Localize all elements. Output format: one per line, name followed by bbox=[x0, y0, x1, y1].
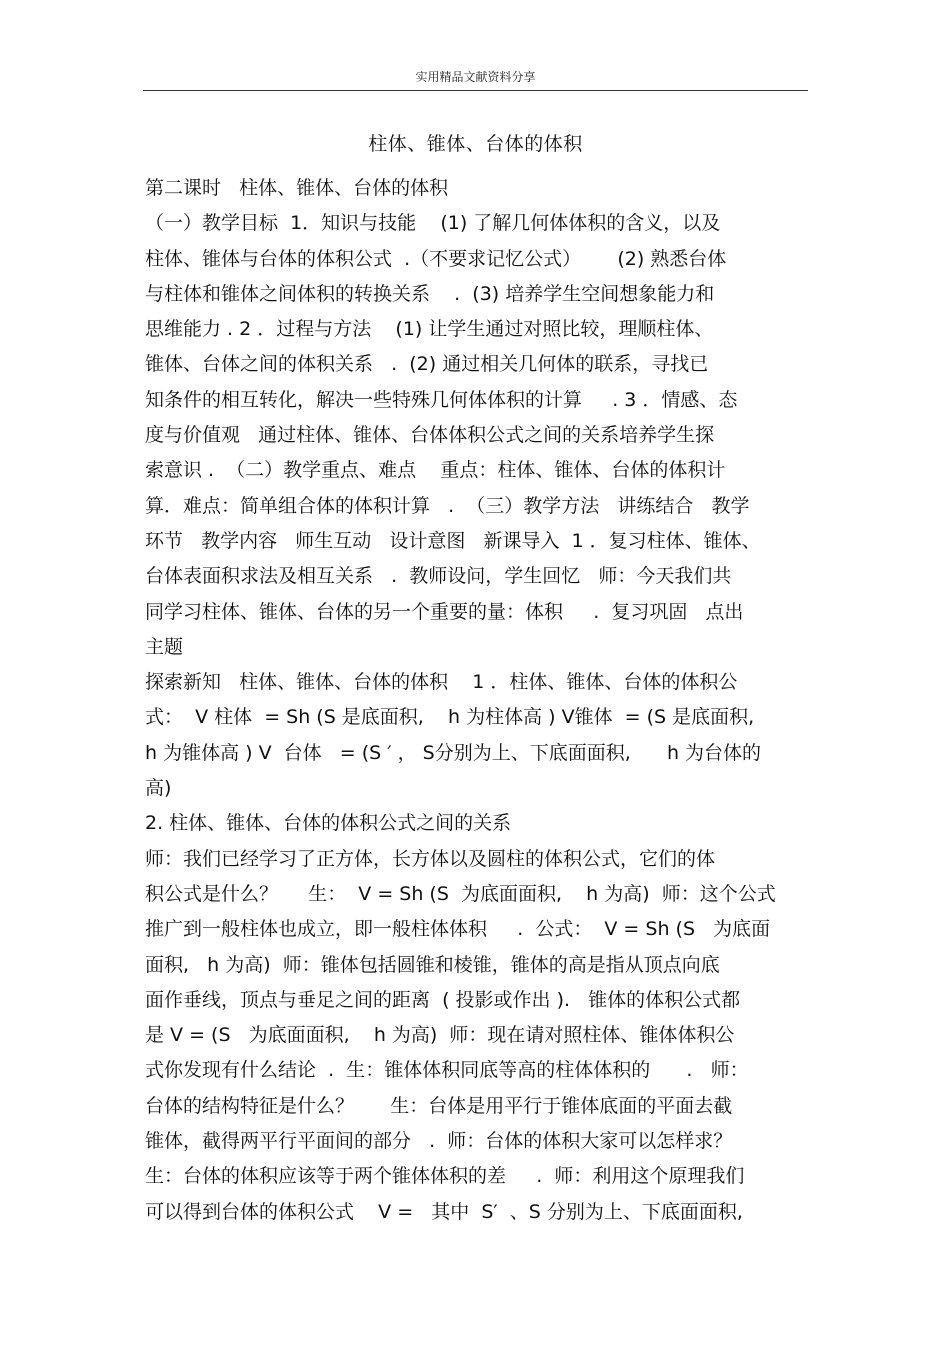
body-line: （一）教学目标 1．知识与技能 (1) 了解几何体体积的含义，以及 bbox=[145, 212, 721, 235]
body-line: 柱体、锥体与台体的体积公式 .（不要求记忆公式） (2) 熟悉台体 bbox=[145, 247, 727, 270]
body-line: 式你发现有什么结论 . 生：锥体体积同底等高的柱体体积的 . 师： bbox=[145, 1059, 749, 1082]
body-line: 生：台体的体积应该等于两个锥体体积的差 . 师：利用这个原理我们 bbox=[145, 1165, 745, 1188]
body-line: 台体的结构特征是什么？ 生：台体是用平行于锥体底面的平面去截 bbox=[145, 1094, 733, 1117]
body-line: 锥体，截得两平行平面间的部分 . 师：台体的体积大家可以怎样求？ bbox=[145, 1130, 733, 1153]
body-line: h 为锥体高 ) V 台体 = (S ′ ， S分别为上、下底面面积, h 为台体的 bbox=[145, 741, 762, 764]
document-body bbox=[145, 171, 807, 1230]
body-line: 度与价值观 通过柱体、锥体、台体体积公式之间的关系培养学生探 bbox=[145, 424, 715, 447]
body-line: 主题 bbox=[145, 635, 184, 658]
body-line: 知条件的相互转化，解决一些特殊几何体体积的计算 . 3 ．情感、态 bbox=[145, 388, 738, 411]
body-line: 2. 柱体、锥体、台体的体积公式之间的关系 bbox=[145, 812, 512, 835]
body-line: 探索新知 柱体、锥体、台体的体积 1 ．柱体、锥体、台体的体积公 bbox=[145, 671, 738, 694]
body-line: 环节 教学内容 师生互动 设计意图 新课导入 1 ．复习柱体、锥体、 bbox=[145, 529, 761, 552]
document-title: 柱体、锥体、台体的体积 bbox=[368, 133, 583, 155]
body-line: 师：我们已经学习了正方体，长方体以及圆柱的体积公式，它们的体 bbox=[145, 847, 716, 870]
body-line: 索意识 . （二）教学重点、难点 重点：柱体、锥体、台体的体积计 bbox=[145, 459, 726, 482]
body-line: 思维能力 . 2 ．过程与方法 (1) 让学生通过对照比较，理顺柱体、 bbox=[145, 318, 714, 341]
header-divider bbox=[143, 90, 808, 91]
body-line: 面积, h 为高) 师：锥体包括圆锥和棱锥，锥体的高是指从顶点向底 bbox=[145, 953, 720, 976]
body-line: 式： V 柱体 = Sh (S 是底面积, h 为柱体高 ) V锥体 = (S 是底面积, bbox=[145, 706, 755, 729]
body-line: 高) bbox=[145, 777, 172, 800]
body-line: 与柱体和锥体之间体积的转换关系 . (3) 培养学生空间想象能力和 bbox=[145, 282, 715, 305]
body-line: 面作垂线，顶点与垂足之间的距离 ( 投影或作出 ). 锥体的体积公式都 bbox=[145, 988, 741, 1011]
body-line: 积公式是什么？ 生： V = Sh (S 为底面面积, h 为高) 师：这个公式 bbox=[145, 882, 776, 905]
body-line: 台体表面积求法及相互关系 . 教师设问，学生回忆 师：今天我们共 bbox=[145, 565, 732, 588]
body-line: 可以得到台体的体积公式 V = 其中 S′ 、S 分别为上、下底面面积, bbox=[145, 1200, 743, 1223]
body-line: 同学习柱体、锥体、台体的另一个重要的量：体积 . 复习巩固 点出 bbox=[145, 600, 744, 623]
body-line: 推广到一般柱体也成立，即一般柱体体积 . 公式： V = Sh (S 为底面 bbox=[145, 918, 771, 941]
body-line: 是 V = (S 为底面面积, h 为高) 师：现在请对照柱体、锥体体积公 bbox=[145, 1024, 735, 1047]
body-line: 算．难点：简单组合体的体积计算 . （三）教学方法 讲练结合 教学 bbox=[145, 494, 750, 517]
body-line: 第二课时 柱体、锥体、台体的体积 bbox=[145, 177, 449, 199]
body-line: 锥体、台体之间的体积关系 . (2) 通过相关几何体的联系，寻找已 bbox=[145, 353, 709, 376]
page-header: 实用精品文献资料分享 bbox=[415, 70, 536, 84]
